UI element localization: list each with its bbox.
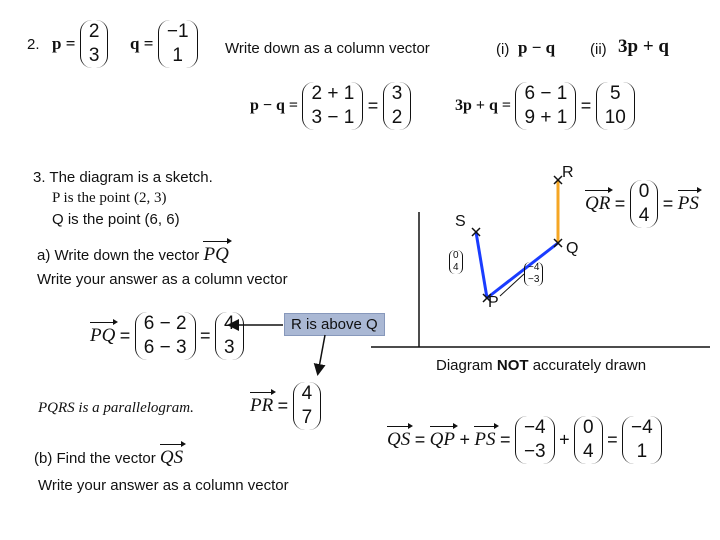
part-ii-expression: 3p + q	[618, 36, 669, 57]
qr-ps-equation: QR = 0 4 = PS	[585, 181, 699, 226]
ps-label-2: PS	[474, 429, 496, 450]
pr-column-vector: 4 7	[293, 382, 322, 430]
qp-label: QP	[429, 429, 455, 450]
q3-intro: 3. The diagram is a sketch.	[33, 169, 213, 186]
parallelogram-text: PQRS is a parallelogram.	[38, 400, 194, 416]
point-p-label: P	[488, 294, 499, 311]
segment-pq	[487, 243, 558, 298]
part-a-line: a) Write down the vector PQ	[37, 244, 229, 265]
qs-result-vector: −4 1	[622, 416, 662, 464]
pr-label: PR	[250, 395, 274, 416]
pr-arrow	[318, 335, 325, 373]
qs-label: QS	[387, 429, 411, 450]
pq-label: PQ	[90, 325, 116, 346]
q-label: q =	[130, 34, 154, 53]
r-above-q-callout: R is above Q	[284, 313, 385, 336]
p-label: p =	[52, 34, 76, 53]
answer-i-result: 3 2	[383, 82, 412, 130]
point-q-label: Q	[566, 240, 579, 257]
ps-label: PS	[677, 193, 699, 214]
not-accurate-note: Diagram NOT accurately drawn	[436, 357, 647, 374]
q-column-vector: −1 1	[158, 20, 198, 68]
qs-first-vector: −4 −3	[515, 416, 555, 464]
sp-small-vector: 0 4	[449, 250, 463, 274]
answer-ii: 3p + q = 6 − 1 9 + 1 = 5 10	[455, 82, 635, 130]
qp-small-vector: −4 −3	[524, 262, 543, 286]
q3-point-p: P is the point (2, 3)	[52, 190, 167, 206]
part-a-vector: PQ	[203, 244, 229, 265]
segment-sp	[476, 232, 487, 298]
answer-ii-label: 3p + q =	[455, 97, 512, 114]
part-b-instruction: Write your answer as a column vector	[38, 477, 289, 494]
qs-second-vector: 0 4	[574, 416, 603, 464]
answer-ii-result: 5 10	[596, 82, 635, 130]
answer-i-working: 2 + 1 3 − 1	[302, 82, 363, 130]
part-i-expression: p − q	[518, 38, 556, 57]
instruction-text: Write down as a column vector	[225, 40, 430, 57]
pq-result: 4 3	[215, 312, 244, 360]
pq-working: 6 − 2 6 − 3	[135, 312, 196, 360]
p-column-vector: 2 3	[80, 20, 109, 68]
point-s-label: S	[455, 213, 466, 230]
answer-i: p − q = 2 + 1 3 − 1 = 3 2	[250, 82, 411, 130]
q3-point-q: Q is the point (6, 6)	[52, 211, 180, 228]
pq-answer: PQ = 6 − 2 6 − 3 = 4 3	[90, 312, 244, 360]
part-b-vector: QS	[159, 447, 184, 468]
question-2-number: 2.	[27, 36, 40, 53]
part-i-label: (i)	[496, 41, 510, 58]
answer-ii-working: 6 − 1 9 + 1	[515, 82, 576, 130]
qr-column-vector: 0 4	[630, 180, 659, 228]
pr-vector: PR = 4 7	[250, 382, 321, 430]
part-a-instruction: Write your answer as a column vector	[37, 271, 288, 288]
answer-i-label: p − q =	[250, 97, 299, 114]
part-ii-label: (ii)	[590, 41, 607, 58]
qs-equation: QS = QP + PS = −4 −3 + 0 4 = −4 1	[387, 416, 662, 464]
point-r-label: R	[562, 164, 574, 181]
qr-label: QR	[585, 193, 611, 214]
part-b-line: (b) Find the vector QS	[34, 447, 184, 468]
